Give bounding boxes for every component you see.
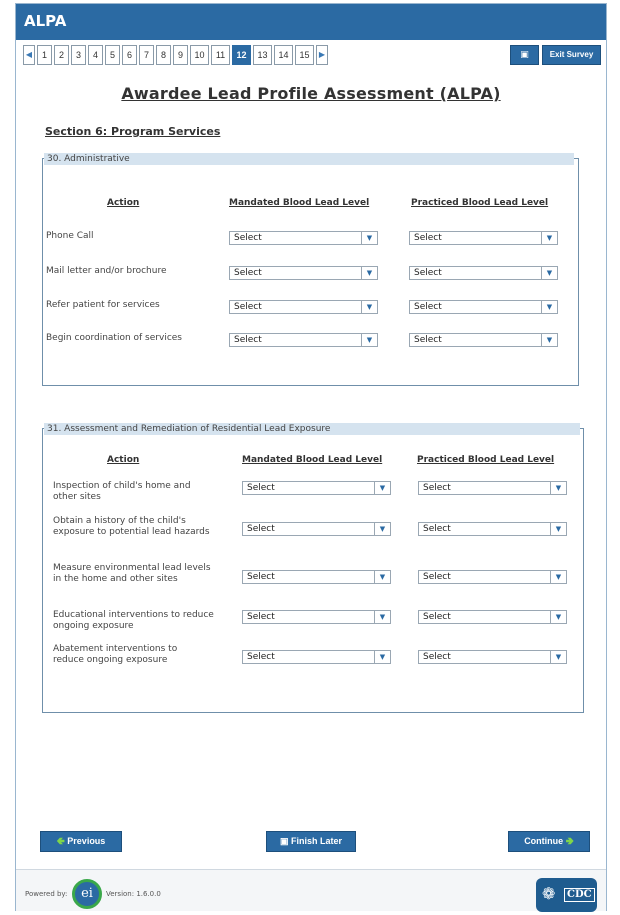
practiced-select[interactable] [418, 481, 567, 495]
select-value: Select [414, 233, 442, 243]
exit-survey-button[interactable]: Exit Survey [542, 45, 601, 65]
select-value: Select [414, 302, 442, 312]
ei-logo: ei [72, 879, 102, 909]
chevron-down-icon: ▼ [361, 301, 377, 313]
chevron-down-icon: ▼ [550, 523, 566, 535]
row-label-line: in the home and other sites [53, 574, 178, 584]
select-value: Select [247, 612, 275, 622]
chevron-down-icon: ▼ [550, 611, 566, 623]
page-button[interactable]: 1 [37, 45, 52, 65]
page-button[interactable]: 8 [156, 45, 171, 65]
column-header-action: Action [107, 455, 140, 465]
chevron-down-icon: ▼ [541, 301, 557, 313]
row-label-line: other sites [53, 492, 101, 502]
section-title: Section 6: Program Services [45, 125, 221, 138]
row-label-line: ongoing exposure [53, 621, 134, 631]
page-button[interactable]: 13 [253, 45, 272, 65]
select-value: Select [423, 652, 451, 662]
chevron-down-icon: ▼ [541, 267, 557, 279]
row-label: Begin coordination of services [46, 333, 182, 343]
row-label-line: Measure environmental lead levels [53, 563, 211, 573]
page-button-current[interactable]: 12 [232, 45, 251, 65]
practiced-select[interactable] [418, 610, 567, 624]
finish-later-button[interactable] [266, 831, 356, 852]
select-value: Select [247, 483, 275, 493]
practiced-select[interactable] [418, 570, 567, 584]
column-header-action: Action [107, 198, 140, 208]
row-label-line: exposure to potential lead hazards [53, 527, 210, 537]
chevron-down-icon: ▼ [374, 482, 390, 494]
select-value: Select [414, 335, 442, 345]
select-value: Select [234, 268, 262, 278]
floppy-disk-icon: ▣ [520, 50, 529, 60]
finish-later-label: Finish Later [291, 836, 343, 846]
practiced-select[interactable] [409, 266, 558, 280]
practiced-select[interactable] [409, 333, 558, 347]
column-header-mandated: Mandated Blood Lead Level [229, 198, 370, 208]
practiced-select[interactable] [409, 300, 558, 314]
survey-frame [15, 3, 607, 911]
page-button[interactable]: 9 [173, 45, 188, 65]
row-label [53, 610, 214, 632]
page-button[interactable]: 3 [71, 45, 86, 65]
practiced-select[interactable] [409, 231, 558, 245]
practiced-select[interactable] [418, 650, 567, 664]
arrow-right-icon: 🢂 [565, 836, 574, 847]
chevron-down-icon: ▼ [550, 651, 566, 663]
arrow-left-icon: 🢀 [56, 836, 65, 847]
continue-button[interactable] [508, 831, 590, 852]
page-button[interactable]: 2 [54, 45, 69, 65]
chevron-down-icon: ▼ [374, 611, 390, 623]
powered-by-label: Powered by: [25, 890, 68, 898]
column-header-practiced: Practiced Blood Lead Level [411, 198, 549, 208]
chevron-down-icon: ▼ [541, 334, 557, 346]
row-label [53, 563, 211, 585]
mandated-select[interactable] [229, 266, 378, 280]
row-label [53, 481, 191, 503]
chevron-down-icon: ▼ [541, 232, 557, 244]
version-label: Version: 1.6.0.0 [106, 890, 161, 898]
chevron-down-icon: ▼ [374, 571, 390, 583]
page-button[interactable]: 7 [139, 45, 154, 65]
row-label-line: Inspection of child's home and [53, 481, 191, 491]
practiced-select[interactable] [418, 522, 567, 536]
mandated-select[interactable] [229, 333, 378, 347]
row-label [53, 644, 177, 666]
page-button[interactable]: 14 [274, 45, 293, 65]
chevron-down-icon: ▼ [361, 267, 377, 279]
select-value: Select [423, 612, 451, 622]
mandated-select[interactable] [242, 610, 391, 624]
mandated-select[interactable] [242, 570, 391, 584]
previous-label: Previous [67, 836, 106, 846]
question-30-legend: 30. Administrative [44, 153, 574, 165]
row-label-line: Educational interventions to reduce [53, 610, 214, 620]
continue-label: Continue [524, 836, 564, 846]
hhs-eagle-icon: ❁ [542, 884, 556, 903]
mandated-select[interactable] [242, 481, 391, 495]
row-label-line: Abatement interventions to [53, 644, 178, 654]
row-label: Mail letter and/or brochure [46, 266, 167, 276]
row-label-line: reduce ongoing exposure [53, 655, 168, 665]
floppy-disk-icon: ▣ [279, 836, 289, 846]
chevron-left-icon[interactable]: ◀ [23, 45, 35, 65]
column-header-practiced: Practiced Blood Lead Level [417, 455, 555, 465]
chevron-right-icon[interactable]: ▶ [316, 45, 328, 65]
page-button[interactable]: 5 [105, 45, 120, 65]
save-button[interactable] [510, 45, 539, 65]
footer [16, 869, 606, 911]
page-title: Awardee Lead Profile Assessment (ALPA) [121, 84, 501, 103]
row-label-line: Obtain a history of the child's [53, 516, 186, 526]
select-value: Select [234, 335, 262, 345]
select-value: Select [423, 524, 451, 534]
select-value: Select [414, 268, 442, 278]
mandated-select[interactable] [229, 231, 378, 245]
cdc-logo[interactable] [536, 878, 597, 912]
previous-button[interactable] [40, 831, 122, 852]
row-label [53, 516, 210, 538]
mandated-select[interactable] [242, 522, 391, 536]
chevron-down-icon: ▼ [550, 571, 566, 583]
mandated-select[interactable] [242, 650, 391, 664]
page-button[interactable]: 11 [211, 45, 230, 65]
app-header [16, 4, 606, 40]
column-header-mandated: Mandated Blood Lead Level [242, 455, 383, 465]
page-navigator [23, 45, 330, 65]
page-button[interactable]: 10 [190, 45, 209, 65]
app-title: ALPA [24, 12, 67, 30]
select-value: Select [247, 524, 275, 534]
row-label: Phone Call [46, 231, 94, 241]
row-label: Refer patient for services [46, 300, 160, 310]
page-button[interactable]: 4 [88, 45, 103, 65]
select-value: Select [247, 652, 275, 662]
chevron-down-icon: ▼ [374, 523, 390, 535]
select-value: Select [247, 572, 275, 582]
mandated-select[interactable] [229, 300, 378, 314]
chevron-down-icon: ▼ [361, 232, 377, 244]
select-value: Select [423, 572, 451, 582]
cdc-logo-text: CDC [564, 888, 595, 902]
select-value: Select [234, 233, 262, 243]
page-button[interactable]: 15 [295, 45, 314, 65]
question-31-legend: 31. Assessment and Remediation of Residential Lead Exposure [44, 423, 580, 435]
select-value: Select [234, 302, 262, 312]
chevron-down-icon: ▼ [361, 334, 377, 346]
chevron-down-icon: ▼ [374, 651, 390, 663]
chevron-down-icon: ▼ [550, 482, 566, 494]
page-button[interactable]: 6 [122, 45, 137, 65]
select-value: Select [423, 483, 451, 493]
